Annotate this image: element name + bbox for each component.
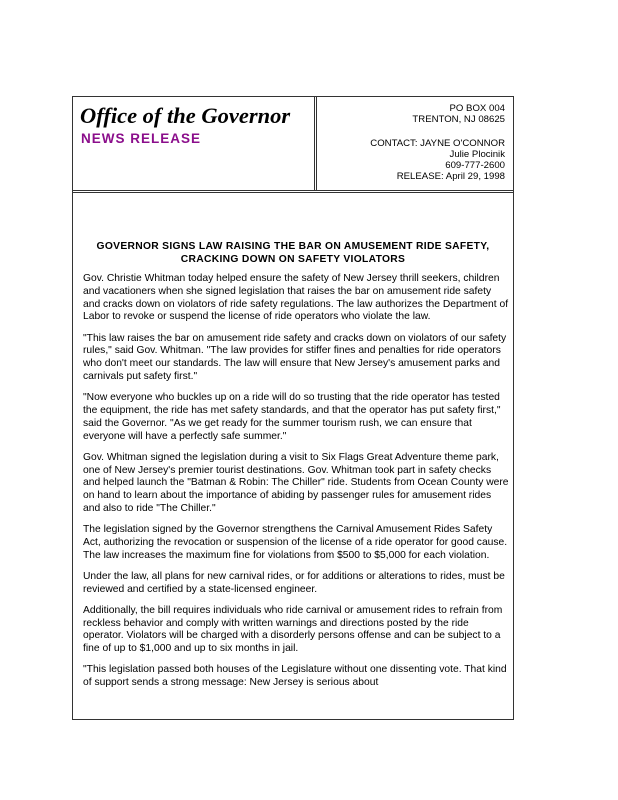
contact-phone: 609-777-2600	[445, 160, 505, 171]
paragraph: Gov. Christie Whitman today helped ensure the safety of New Jersey thrill seekers, children and vacationers when she signed legislation that raises the bar on amusement ride safety and cracks down on violators of ride safety regulations. The law authorizes the Department of Labor to revoke or suspend the license of ride operators who violate the law.	[83, 273, 509, 323]
release-date: RELEASE: April 29, 1998	[396, 171, 505, 182]
letterhead-contact-block	[320, 97, 513, 190]
headline-line-2: CRACKING DOWN ON SAFETY VIOLATORS	[180, 254, 406, 265]
news-release-label: NEWS RELEASE	[81, 131, 202, 146]
contact-name: CONTACT: JAYNE O'CONNOR	[370, 138, 505, 149]
address-line-2: TRENTON, NJ 08625	[412, 114, 505, 125]
paragraph: Gov. Whitman signed the legislation during a visit to Six Flags Great Adventure theme park, one of New Jersey's premier tourist destinations. Gov. Whitman took part in safety checks and helped launch the "Batman & Robin: The Chiller" ride. Students from Ocean County were on hand to learn about the importance of abiding by passenger rules for amusement rides and also to ride "The Chiller."	[83, 451, 509, 514]
paragraph: "Now everyone who buckles up on a ride will do so trusting that the ride operator has tested the equipment, the ride has met safety standards, and that the operator has put safety first," said the Governor. "As we get ready for the summer tourism rush, we can ensure that everyone will have a perfectly safe summer."	[83, 392, 501, 442]
paragraph: The legislation signed by the Governor strengthens the Carnival Amusement Rides Safety Act, authorizing the revocation or suspension of the license of a ride operator for good cause. The law increases the maximum fine for violations from $500 to $5,000 for each violation.	[83, 524, 508, 561]
letterhead-title-block	[73, 97, 317, 190]
office-title: Office of the Governor	[80, 103, 291, 128]
paragraph: Additionally, the bill requires individuals who ride carnival or amusement rides to refrain from reckless behavior and comply with written warnings and directions posted by the ride operator. Violators will be charged with a disorderly persons offense and can be subject to a fine of up to $1,000 and up to six months in jail.	[83, 604, 503, 655]
paragraph: "This legislation passed both houses of the Legislature without one dissenting vote. That kind of support sends a strong message: New Jersey is serious about	[83, 664, 507, 689]
release-body	[73, 193, 513, 719]
release-text	[83, 273, 511, 698]
paragraph: Under the law, all plans for new carnival rides, or for additions or alterations to rides, must be reviewed and certified by a state-licensed engineer.	[83, 570, 505, 595]
headline-line-1: GOVERNOR SIGNS LAW RAISING THE BAR ON AMUSEMENT RIDE SAFETY,	[96, 241, 490, 252]
paragraph: "This law raises the bar on amusement ride safety and cracks down on violators of our safety rules," said Gov. Whitman. "The law provides for stiffer fines and penalties for ride operators who don't meet our standards. The law will ensure that New Jersey's amusement parks and carnivals put safety first."	[83, 332, 507, 382]
contact-name-2: Julie Plocinik	[449, 149, 505, 160]
press-release-frame	[72, 96, 514, 720]
letterhead	[73, 97, 513, 193]
headline	[73, 240, 513, 266]
address-line-1: PO BOX 004	[449, 103, 505, 114]
